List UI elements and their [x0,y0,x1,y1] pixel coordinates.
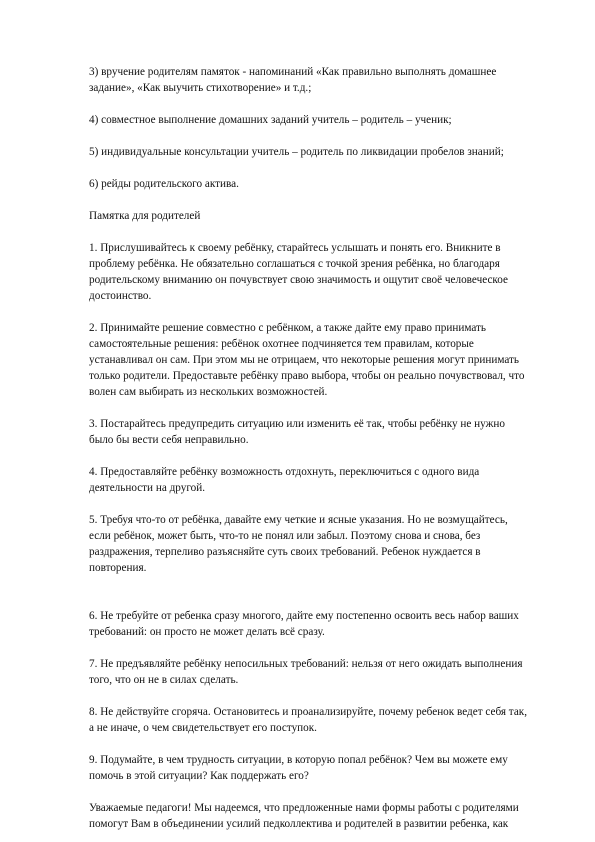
memo-point-1: 1. Прислушивайтесь к своему ребёнку, старайтесь услышать и понять его. Вникните в проблему ребёнка. Не обязательно соглашаться с точкой зрения ребёнка, но благодаря родительскому вниманию он почувствует свою значимость и ощутит своё человеческое достоинство. [89,242,508,302]
memo-heading: Памятка для родителей [89,210,201,222]
memo-point-8: 8. Не действуйте сгоряча. Остановитесь и проанализируйте, почему ребенок ведет себя так, а не иначе, о чем свидетельствует его поступок. [89,706,528,734]
paragraph-item-6-raids: 6) рейды родительского актива. [89,178,239,190]
memo-point-4: 4. Предоставляйте ребёнку возможность отдохнуть, переключиться с одного вида деятельности на другой. [89,466,480,494]
memo-point-5: 5. Требуя что-то от ребёнка, давайте ему четкие и ясные указания. Но не возмущайтесь, если ребёнок, может быть, что-то не понял или забыл. Поэтому снова и снова, без раздражения, терпеливо разъясняйте суть своих требований. Ребенок нуждается в повторения. [89,514,508,574]
document-body [89,64,529,832]
paragraph-item-4-homework: 4) совместное выполнение домашних заданий учитель – родитель – ученик; [89,114,452,126]
memo-point-9: 9. Подумайте, в чем трудность ситуации, в которую попал ребёнок? Чем вы можете ему помочь в этой ситуации? Как поддержать его? [89,754,508,782]
paragraph-item-5-consultations: 5) индивидуальные консультации учитель – родитель по ликвидации пробелов знаний; [89,146,504,158]
memo-point-6: 6. Не требуйте от ребенка сразу многого, дайте ему постепенно освоить весь набор ваших требований: он просто не может делать всё сразу. [89,610,519,638]
closing-paragraph: Уважаемые педагоги! Мы надеемся, что предложенные нами формы работы с родителями помогут Вам в объединении усилий педколлектива и родителей в развитии ребенка, как [89,802,519,830]
paragraph-item-3-memos: 3) вручение родителям памяток - напоминаний «Как правильно выполнять домашнее задание», «Как выучить стихотворение» и т.д.; [89,66,497,94]
memo-point-7: 7. Не предъявляйте ребёнку непосильных требований: нельзя от него ожидать выполнения того, что он не в силах сделать. [89,658,523,686]
memo-point-2: 2. Принимайте решение совместно с ребёнком, а также дайте ему право принимать самостоятельные решения: ребёнок охотнее подчиняется тем правилам, которые устанавливал он сам. При этом мы не отрицаем, что некоторые решения могут принимать только родители. Предоставьте ребёнку право выбора, чтобы он реально почувствовал, что волен сам выбирать из нескольких возможностей. [89,322,525,398]
memo-point-3: 3. Постарайтесь предупредить ситуацию или изменить её так, чтобы ребёнку не нужно было бы вести себя неправильно. [89,418,505,446]
